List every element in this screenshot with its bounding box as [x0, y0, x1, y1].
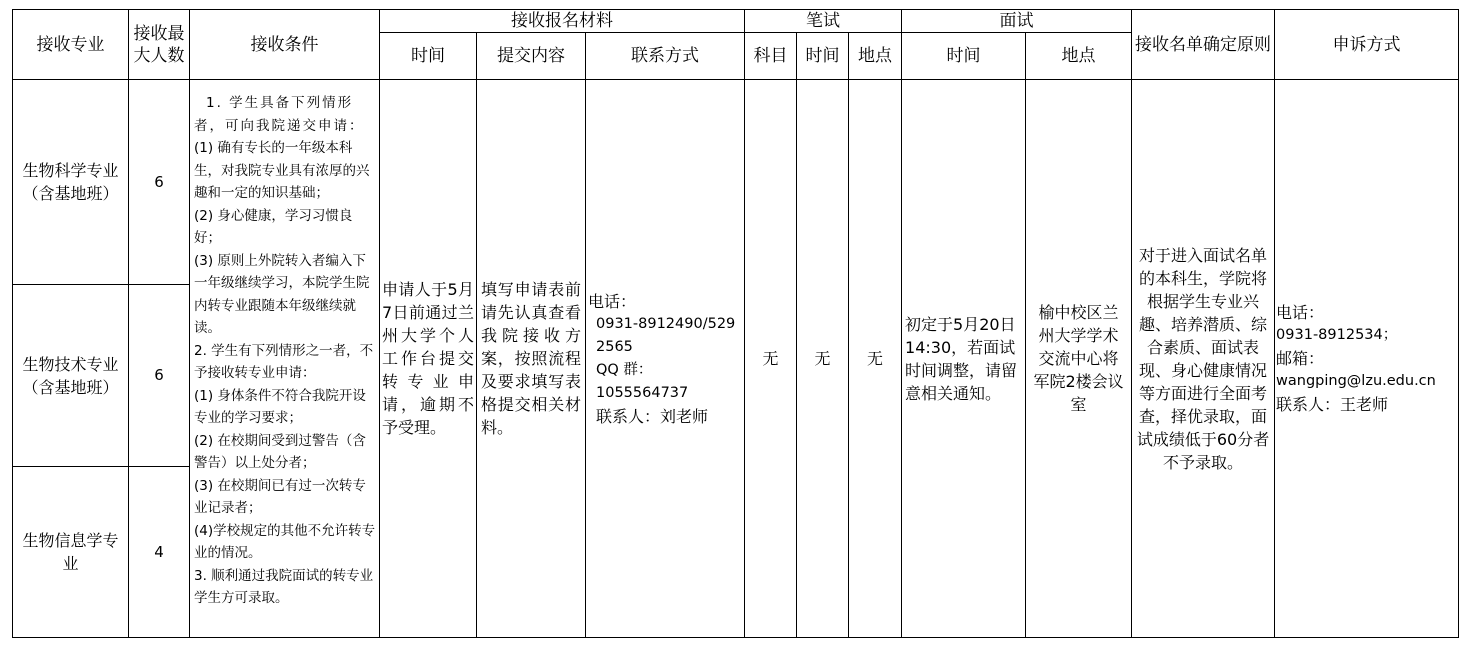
- condition-line: (3) 原则上外院转入者编入下一年级继续学习，本院学生院内转专业跟随本年级继续就读。: [194, 252, 370, 336]
- appeal-cell: [1275, 80, 1459, 638]
- major-cell: 生物技术专业（含基地班）: [13, 285, 129, 467]
- header-materials-group: 接收报名材料: [380, 10, 745, 33]
- condition-line: 2. 学生有下列情形之一者，不予接收转专业申请：: [194, 342, 374, 381]
- condition-line: 3. 顺利通过我院面试的转专业学生方可录取。: [194, 567, 374, 606]
- written-place-cell: 无: [849, 80, 902, 638]
- written-time-cell: 无: [797, 80, 849, 638]
- major-cell: 生物科学专业（含基地班）: [13, 80, 129, 285]
- header-interview-group: 面试: [902, 10, 1132, 33]
- header-materials-contact: 联系方式: [586, 33, 745, 80]
- condition-line: (4)学校规定的其他不允许转专业的情况。: [194, 522, 376, 561]
- materials-contact-cell: [586, 80, 745, 638]
- header-max-count: 接收最大人数: [129, 10, 190, 80]
- header-appeal: 申诉方式: [1275, 10, 1459, 80]
- condition-line: (2) 在校期间受到过警告（含警告）以上处分者；: [194, 432, 366, 471]
- header-materials-time: 时间: [380, 33, 477, 80]
- condition-line: (1) 身体条件不符合我院开设专业的学习要求；: [194, 387, 366, 426]
- header-materials-content: 提交内容: [477, 33, 586, 80]
- contact-qq: 1055564737: [596, 384, 689, 401]
- count-cell: 4: [129, 467, 190, 638]
- major-cell: 生物信息学专业: [13, 467, 129, 638]
- count-cell: 6: [129, 285, 190, 467]
- interview-time-cell: 初定于5月20日14:30，若面试时间调整，请留意相关通知。: [902, 80, 1026, 638]
- header-written-place: 地点: [849, 33, 902, 80]
- condition-line: (2) 身心健康，学习习惯良好；: [194, 207, 353, 246]
- transfer-admission-table: [12, 9, 1459, 638]
- appeal-phone: 0931-8912534；: [1276, 327, 1398, 343]
- contact-person: 联系人：刘老师: [596, 406, 709, 426]
- appeal-phone-label: 电话：: [1276, 303, 1325, 322]
- appeal-email-label: 邮箱：: [1276, 349, 1325, 368]
- header-written-group: 笔试: [745, 10, 902, 33]
- header-interview-time: 时间: [902, 33, 1026, 80]
- contact-phone: 0931-8912490/5292565: [596, 315, 736, 355]
- appeal-email: wangping@lzu.edu.cn: [1276, 373, 1436, 389]
- contact-phone-label: 电话：: [588, 291, 637, 311]
- header-interview-place: 地点: [1026, 33, 1132, 80]
- materials-content-text: 填写申请表前请先认真查看我院接收方案，按照流程及要求填写表格提交相关材料。: [481, 280, 581, 437]
- appeal-person: 联系人：王老师: [1276, 395, 1389, 414]
- written-subject-cell: 无: [745, 80, 797, 638]
- contact-qq-label: QQ 群：: [596, 361, 653, 378]
- header-major: 接收专业: [13, 10, 129, 80]
- materials-content-cell: [477, 80, 586, 638]
- condition-line: 1. 学生具备下列情形者，可向我院递交申请：: [194, 95, 365, 134]
- header-conditions: 接收条件: [190, 10, 380, 80]
- condition-line: (1) 确有专长的一年级本科生，对我院专业具有浓厚的兴趣和一定的知识基础；: [194, 140, 370, 201]
- header-written-subject: 科目: [745, 33, 797, 80]
- materials-time-cell: 申请人于5月7日前通过兰州大学个人工作台提交转专业申请，逾期不予受理。: [380, 80, 477, 638]
- header-principle: 接收名单确定原则: [1132, 10, 1275, 80]
- conditions-cell: [190, 80, 380, 638]
- principle-cell: 对于进入面试名单的本科生，学院将根据学生专业兴趣、培养潜质、综合素质、面试表现、身心健康情况等方面进行全面考查，择优录取，面试成绩低于60分者不予录取。: [1132, 80, 1275, 638]
- header-written-time: 时间: [797, 33, 849, 80]
- count-cell: 6: [129, 80, 190, 285]
- condition-line: (3) 在校期间已有过一次转专业记录者；: [194, 477, 366, 516]
- interview-place-cell: 榆中校区兰州大学学术交流中心将军院2楼会议室: [1026, 80, 1132, 638]
